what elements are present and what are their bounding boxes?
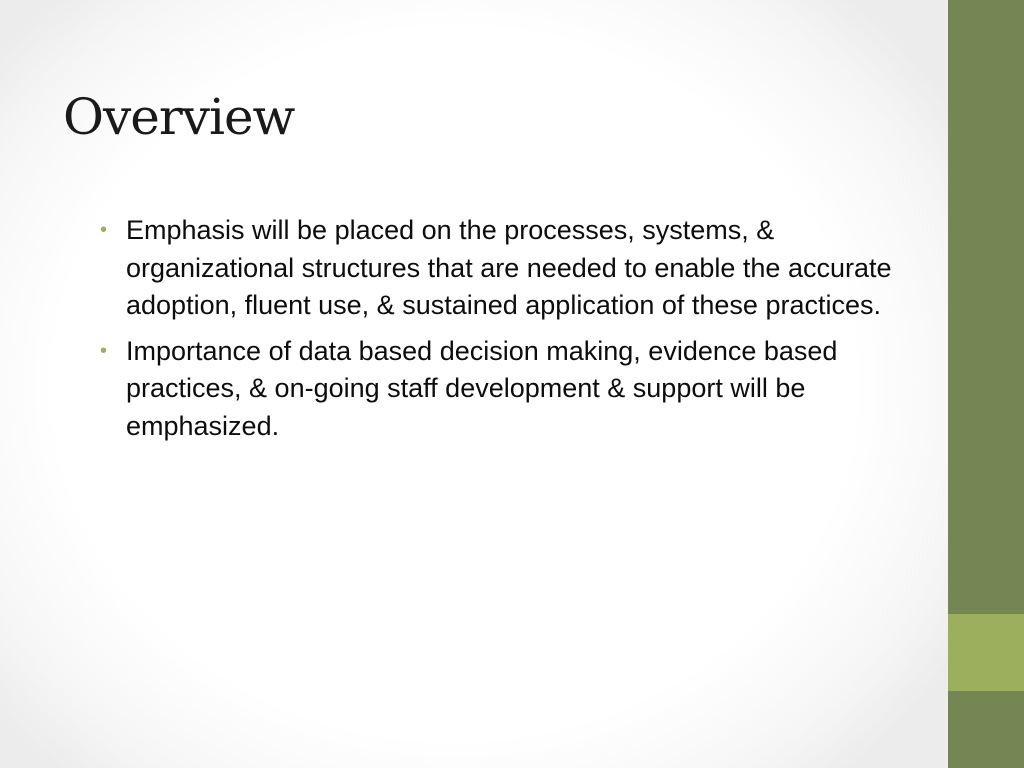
bullet-text: Emphasis will be placed on the processes, systems, & organizational structures that are needed to enable the accurate adoption, fluent use, & sustained application of these practices. — [126, 215, 892, 320]
bullet-icon: • — [100, 219, 108, 241]
bullet-list — [100, 212, 920, 453]
side-accent-block — [948, 614, 1024, 691]
bullet-text: Importance of data based decision making, evidence based practices, & on-going staff development & support will be emphasized. — [126, 335, 838, 441]
bullet-item-emphasis — [100, 212, 920, 325]
slide-title: Overview — [63, 88, 295, 146]
bullet-icon: • — [100, 339, 108, 362]
bullet-item-importance — [100, 333, 920, 446]
